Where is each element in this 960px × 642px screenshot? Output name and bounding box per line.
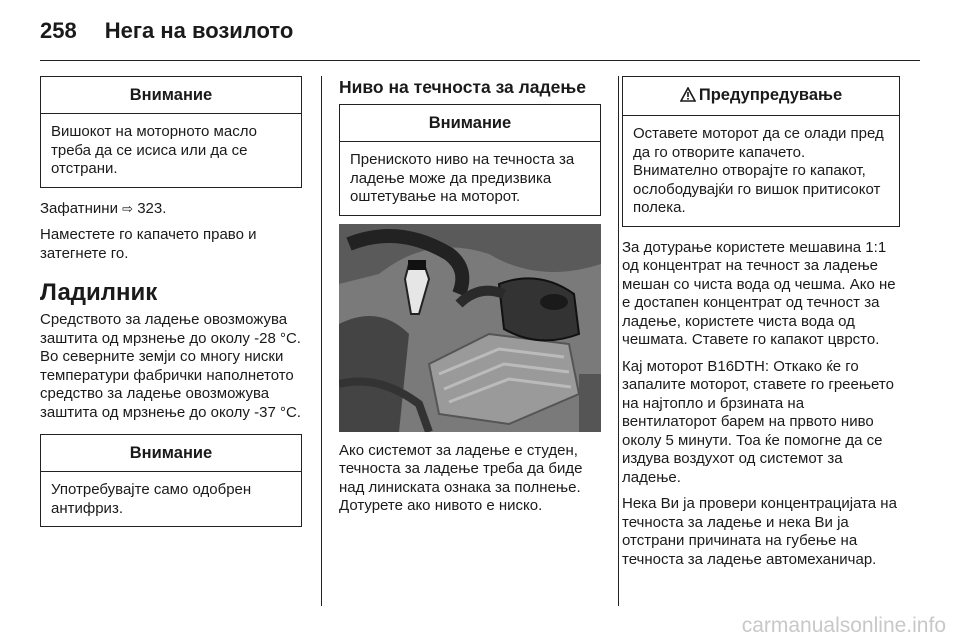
cold-system-paragraph: Ако системот за ладење е студен, течноста за ладење треба да биде над линиската ознака за полнење. Дотурете ако нивото е ниско.	[339, 441, 583, 514]
capacity-page-ref: 323.	[137, 199, 167, 217]
column-2	[339, 76, 601, 516]
notice-body: Употребувајте само одобрен антифриз.	[51, 481, 252, 517]
topping-up-paragraph: За дотурање користете мешавина 1:1 од концентрат на течност за ладење мешан со чиста вода од чешма. Ако не е достапен концентрат од течност за ладење, користете чиста вода од чешмата. Ставете го капакот цврсто.	[622, 238, 896, 348]
engine-b16dth-paragraph: Кај моторот B16DTH: Откако ќе го запалите моторот, ставете го греењето на најтопло и брзината на вентилаторот барем на првото ниво околу 5 минути. Тоа ќе помогне да се издува воздухот од системот за ладење.	[622, 357, 894, 486]
page-title: Нега на возилото	[104, 18, 294, 43]
watermark: carmanualsonline.info	[741, 614, 946, 637]
column-divider-2	[618, 76, 619, 606]
subheading-coolant-level: Ниво на течноста за ладење	[339, 77, 586, 97]
notice-box-antifreeze	[40, 434, 302, 527]
capacity-label: Зафатнини	[40, 199, 118, 217]
header-rule	[40, 60, 920, 61]
concentration-paragraph: Нека Ви ја провери концентрацијата на течноста за ладење и нека Ви ја отстрани причината на губење на течноста за ладење автомеханичар.	[622, 495, 897, 568]
engine-bay-illustration	[339, 224, 601, 432]
engine-coolant-photo	[339, 224, 601, 432]
page-number: 258	[40, 18, 77, 43]
notice-box-level	[339, 104, 601, 216]
warning-body: Оставете моторот да се олади пред да го отворите капачето. Внимателно отворајте го капакот, ослободувајќи го вишок притисокот полека.	[633, 125, 884, 216]
notice-body: Прениското ниво на течноста за ладење може да предизвика оштетување на моторот.	[350, 151, 575, 205]
column-3	[622, 76, 900, 569]
coolant-paragraph: Средството за ладење овозможува заштита од мрзнење до околу -28 °C. Во северните земји со многу ниски температури фабрички наполнетото средство за ладење овозможува заштита од мрзнење до околу -37 °C.	[40, 311, 301, 421]
page-header	[40, 14, 293, 48]
page-ref-icon: ⇨	[122, 200, 134, 216]
warning-box	[622, 76, 900, 227]
capacity-paragraph	[40, 200, 302, 219]
column-divider-1	[321, 76, 322, 606]
column-1	[40, 76, 302, 527]
warning-heading-text: Предупредување	[698, 86, 843, 104]
notice-heading: Внимание	[41, 77, 301, 114]
section-heading-coolant: Ладилник	[40, 279, 158, 306]
notice-body: Вишокот на моторното масло треба да се исиса или да се отстрани.	[51, 123, 257, 177]
notice-heading: Внимание	[340, 105, 600, 142]
warning-heading	[623, 77, 899, 116]
notice-box-oil	[40, 76, 302, 188]
notice-heading: Внимание	[41, 435, 301, 472]
cap-paragraph: Наместете го капачето право и затегнете го.	[40, 226, 257, 262]
warning-triangle-icon	[680, 87, 696, 107]
